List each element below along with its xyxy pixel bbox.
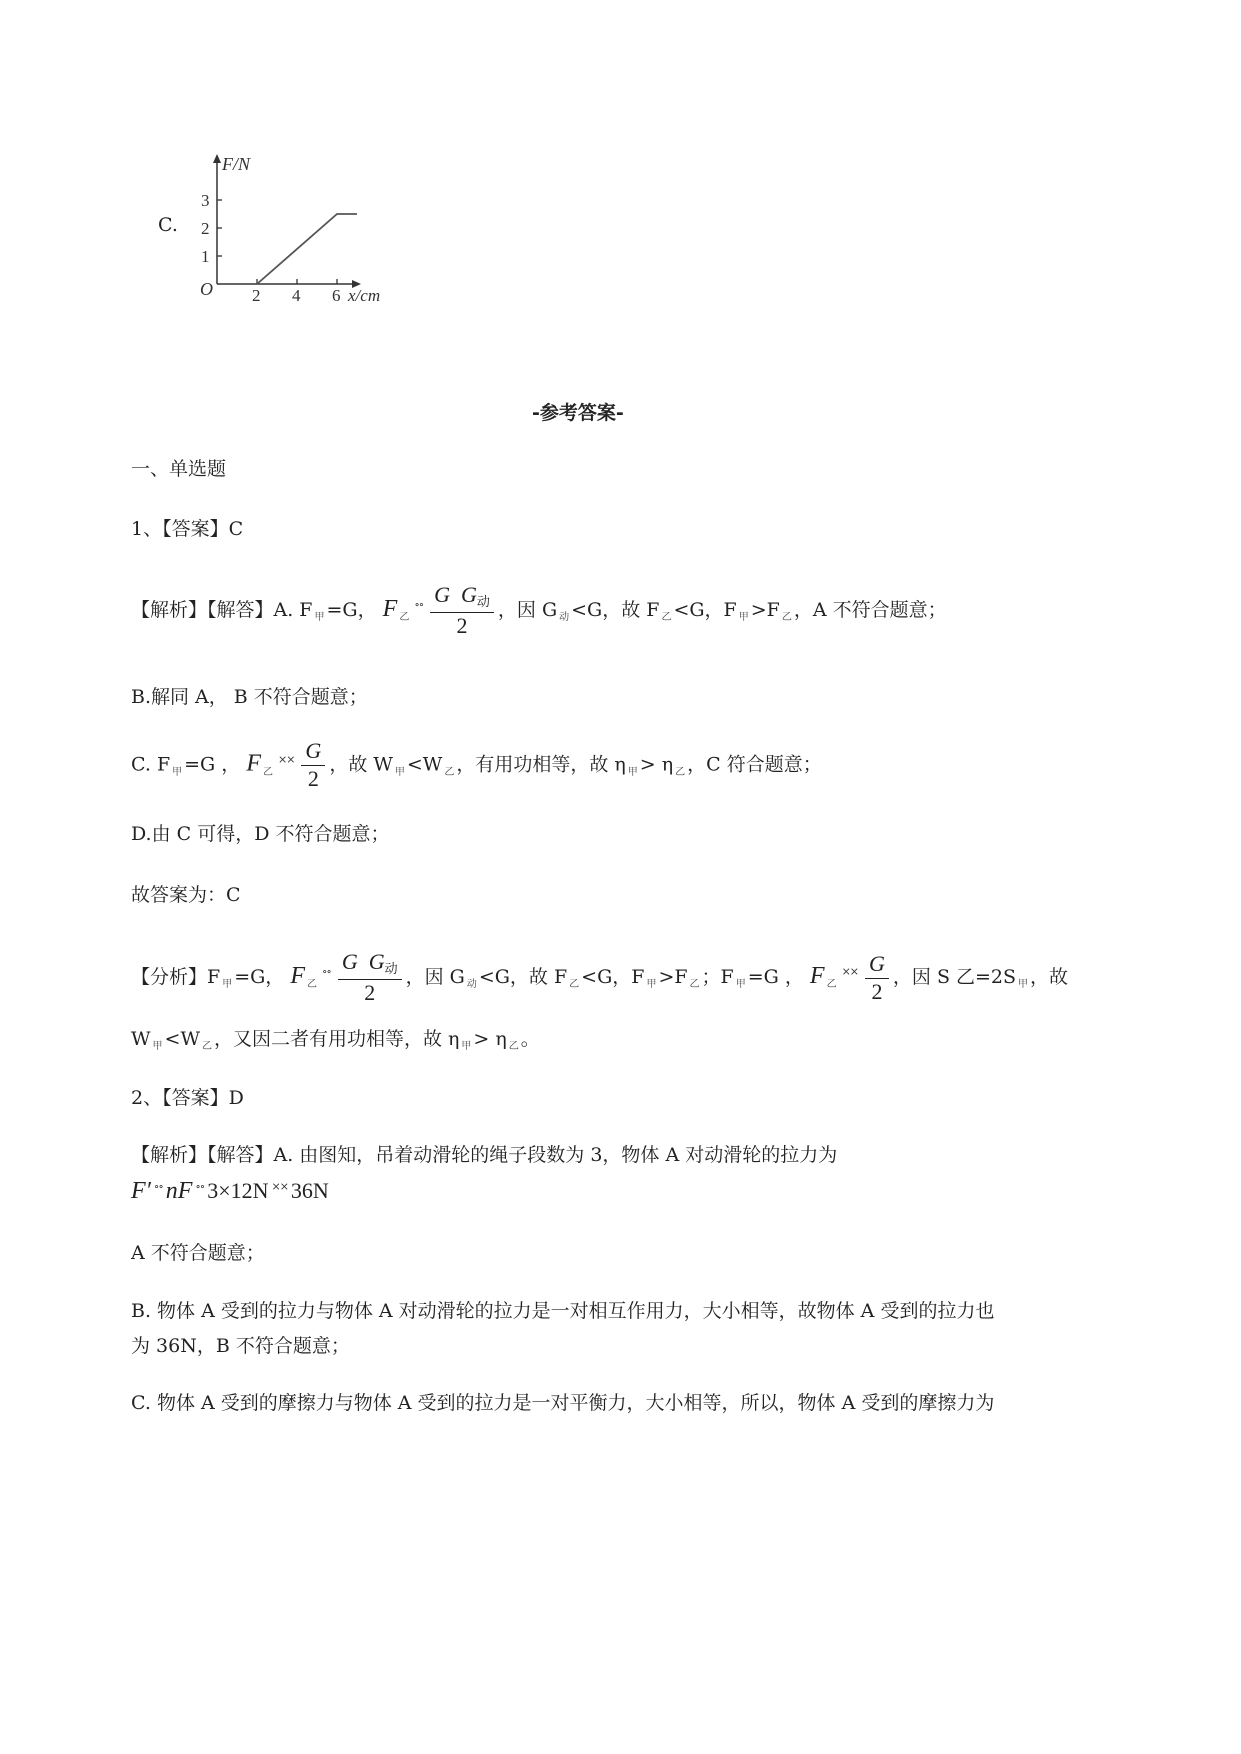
q1-line-c: C. F $_甲$ =G ， F $_乙$×× $\frac{G}{2}$ ，故 W $_甲$ <W $_乙$ ，有用功相等，故 η $_甲$ > η $_乙$ ，C 符合题意； xyxy=(131,738,822,791)
chart-ticks xyxy=(217,200,337,284)
section-heading: 一、单选题 xyxy=(131,458,227,480)
q1-fenxi-line1: 【分析】F $_甲$ =G， F $_乙$∘∘ $\frac{\text{G G动}}{2}$ ，因 G $_动$ <G，故 F $_乙$ <G，F $_甲$ >F $_乙$ ；F $_甲$ =G ， F $_乙$×× $\frac{G}{2}$ ，因 S 乙=2S $_甲$ ，故 xyxy=(131,949,1069,1005)
q1-line-b: B.解同 A， B 不符合题意； xyxy=(131,686,368,708)
x-tick-label: 6 xyxy=(332,286,341,305)
origin-label: O xyxy=(200,279,213,299)
fraction-g-plus-gdong-over-2: $\frac{\text{G G动}}{2}$ xyxy=(338,950,402,1006)
q2-analysis-line1: 【解析】【解答】A. 由图知，吊着动滑轮的绳子段数为 3，物体 A 对动滑轮的拉力为 xyxy=(131,1144,838,1166)
option-c-label: C. xyxy=(158,214,178,236)
fraction-g-over-2: $\frac{G}{2}$ xyxy=(301,739,325,792)
q2-line-a-tail: A 不符合题意； xyxy=(131,1242,265,1264)
force-displacement-chart xyxy=(190,148,410,308)
x-tick-label: 2 xyxy=(252,286,261,305)
q1-fenxi-line2: W $_甲$ <W $_乙$ ，又因二者有用功相等，故 η $_甲$ > η $_乙$ 。 xyxy=(131,1028,540,1052)
y-axis-label: F/N xyxy=(222,154,251,174)
x-axis-label: x/cm xyxy=(348,286,381,305)
q2-line-b1: B. 物体 A 受到的拉力与物体 A 对动滑轮的拉力是一对相互作用力，大小相等，故物体 A 受到的拉力也 xyxy=(131,1300,995,1322)
series-line xyxy=(257,214,357,284)
fraction-g-plus-gdong-over-2: $\frac{\text{G G动}}{2}$ xyxy=(430,583,494,639)
x-tick-label: 4 xyxy=(292,286,301,305)
q2-equation: F′ ∘∘ nF ∘∘ 3×12N ×× 36N xyxy=(131,1178,329,1204)
fraction-g-over-2: $\frac{G}{2}$ xyxy=(865,952,889,1005)
q1-answer: 1、【答案】C xyxy=(131,518,244,540)
y-tick-label: 2 xyxy=(201,219,210,238)
q2-answer: 2、【答案】D xyxy=(131,1087,244,1109)
q1-analysis-line: 【解析】【解答】A. F $_甲$ =G， F $_乙$∘∘ $\frac{\text{G G动}}{2}$ ，因 G $_动$ <G，故 F $_乙$ <G，F $_甲$ >F $_乙$ ，A 不符合题意； xyxy=(131,582,947,638)
q1-final: 故答案为：C xyxy=(131,884,241,906)
y-tick-label: 1 xyxy=(201,247,210,266)
q2-line-b2: 为 36N，B 不符合题意； xyxy=(131,1335,350,1357)
y-tick-label: 3 xyxy=(201,191,210,210)
answers-title: -参考答案- xyxy=(532,402,624,424)
q2-line-c1: C. 物体 A 受到的摩擦力与物体 A 受到的拉力是一对平衡力，大小相等，所以，物体 A 受到的摩擦力为 xyxy=(131,1392,995,1414)
q1-line-d: D.由 C 可得，D 不符合题意； xyxy=(131,823,390,845)
y-axis-arrow xyxy=(213,154,221,163)
